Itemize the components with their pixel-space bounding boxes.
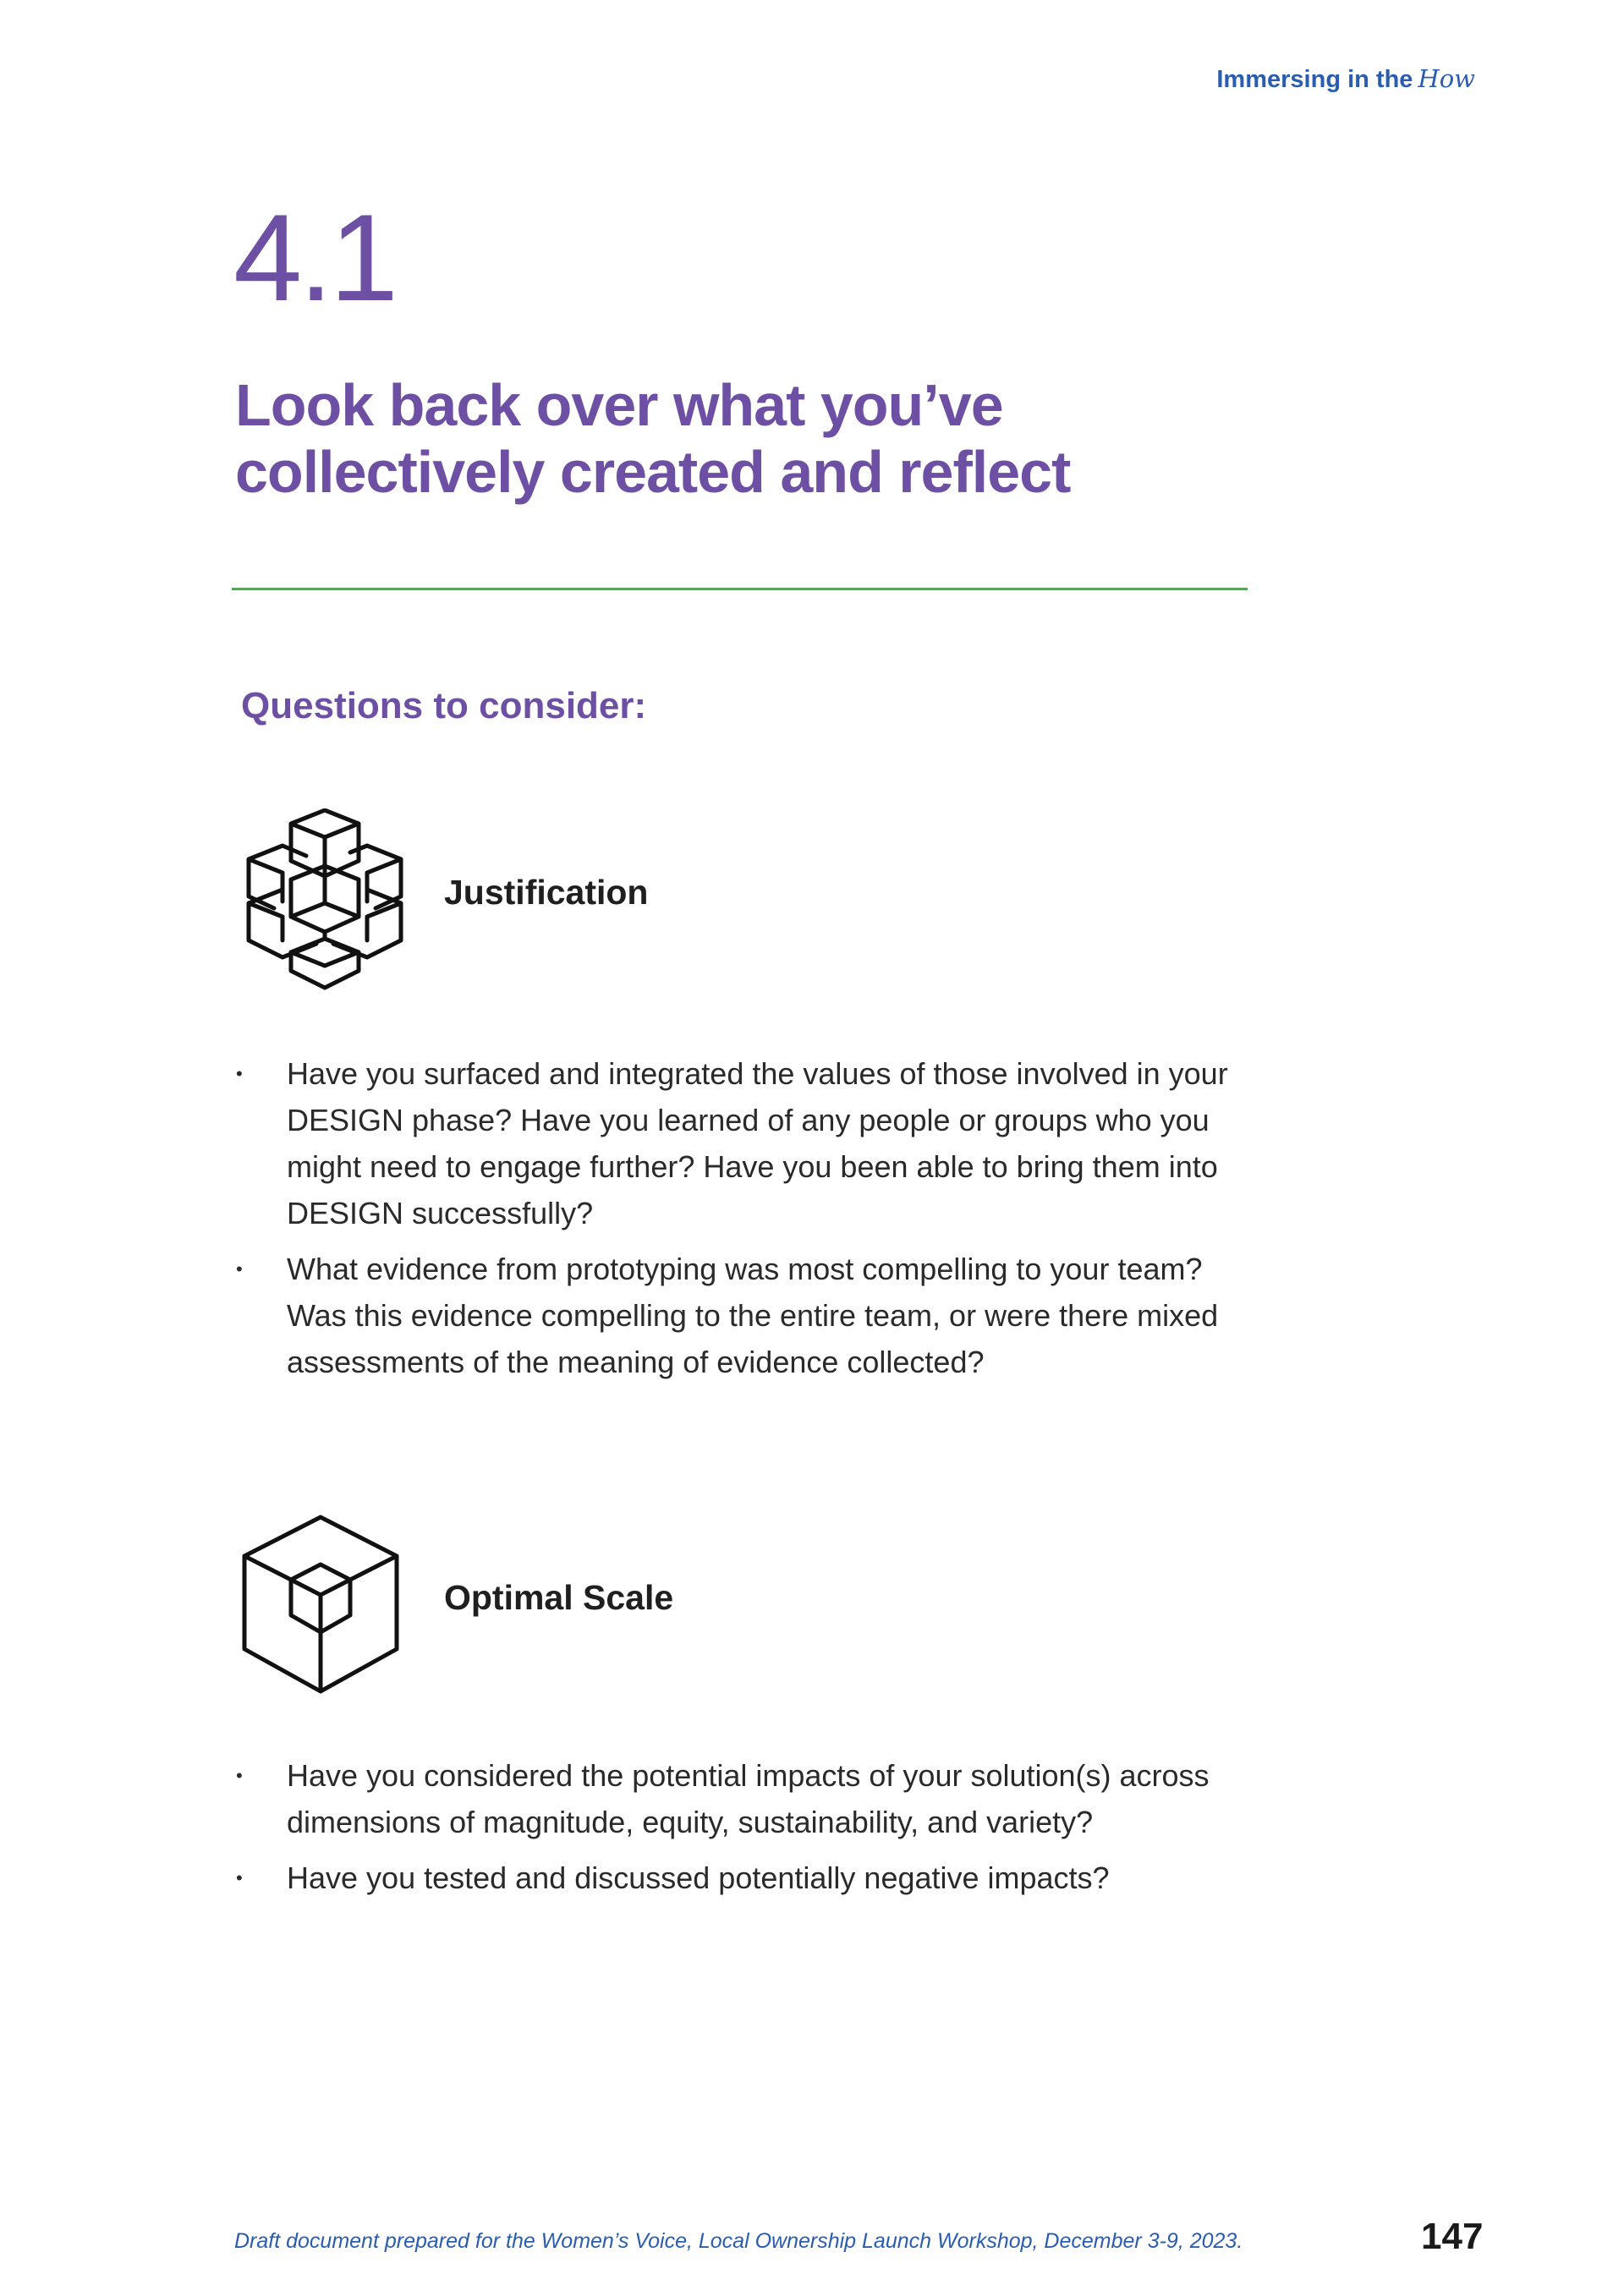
justification-heading: Justification — [444, 873, 649, 912]
page-title — [235, 372, 1070, 506]
title-line-2: collectively created and reflect — [235, 439, 1071, 505]
optimal-scale-heading: Optimal Scale — [444, 1578, 674, 1617]
section-number: 4.1 — [233, 189, 395, 326]
list-item: • What evidence from prototyping was most compelling to your team? Was this evidence compelling to the entire team, or were there mixed assessments of the meaning of evidence collected? — [236, 1246, 1243, 1385]
divider — [232, 588, 1248, 590]
interlocking-cubes-icon — [240, 808, 409, 1000]
page-number: 147 — [1421, 2216, 1484, 2257]
justification-bullets — [236, 1050, 1243, 1395]
title-line-1: Look back over what you’ve — [235, 372, 1003, 438]
header-prefix: Immersing in the — [1216, 66, 1413, 93]
running-header — [1216, 64, 1475, 94]
optimal-scale-bullets — [236, 1752, 1243, 1910]
list-item: • Have you tested and discussed potentially negative impacts? — [236, 1855, 1243, 1901]
footer-note: Draft document prepared for the Women’s Voice, Local Ownership Launch Workshop, December 3-9, 2023. — [234, 2229, 1243, 2253]
nested-cube-icon — [240, 1514, 401, 1695]
questions-heading: Questions to consider: — [241, 685, 647, 726]
list-item: • Have you considered the potential impacts of your solution(s) across dimensions of magnitude, equity, sustainability, and variety? — [236, 1752, 1243, 1845]
list-item: • Have you surfaced and integrated the values of those involved in your DESIGN phase? Have you learned of any people or groups who you might need to engage further? Have you been able to bring them into DESIGN successfully? — [236, 1050, 1243, 1236]
header-script: How — [1418, 64, 1475, 93]
